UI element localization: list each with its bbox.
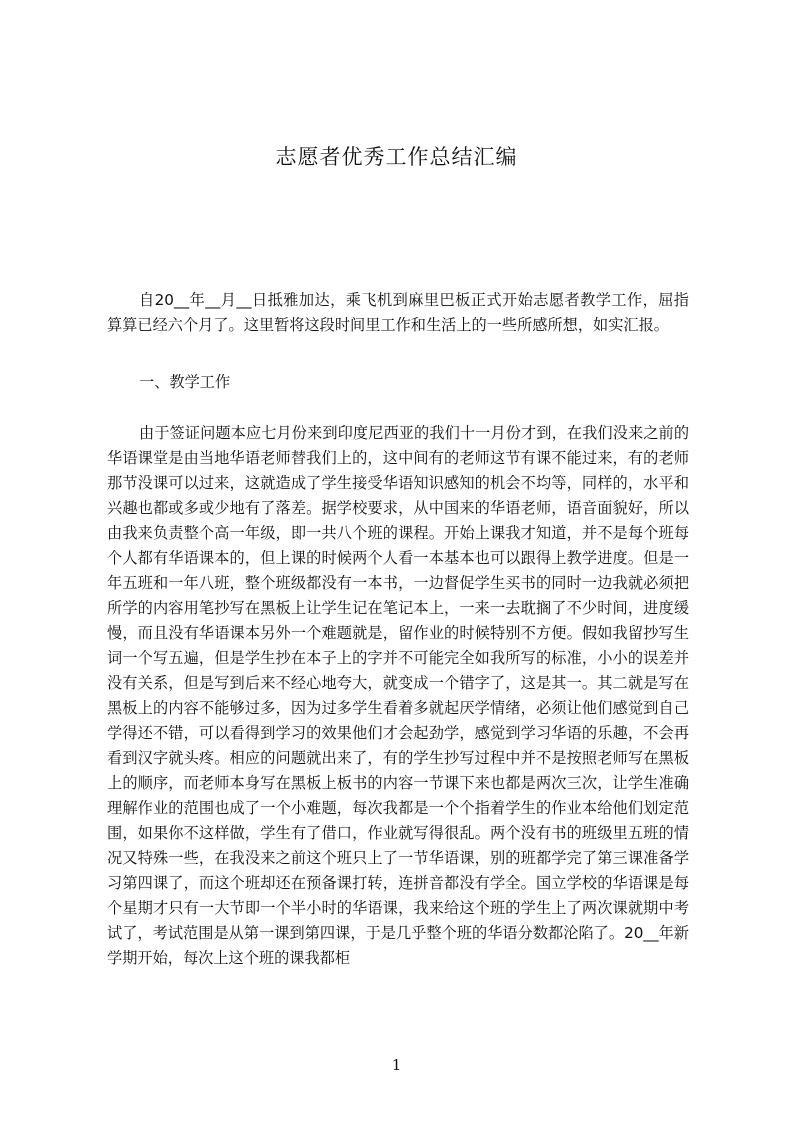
intro-paragraph: 自20__年__月__日抵雅加达，乘飞机到麻里巴板正式开始志愿者教学工作，屈指算算已经六个月了。这里暂将这段时间里工作和生活上的一些所感所想，如实汇报。 [107, 291, 689, 334]
body-paragraph: 由于签证问题本应七月份来到印度尼西亚的我们十一月份才到，在我们没来之前的华语课堂是由当地华语老师替我们上的，这中间有的老师这节有课不能过来，有的老师那节没课可以过来，这就造成了学生接受华语知识感知的机会不均等，同样的，水平和兴趣也都或多或少地有了落差。据学校要求，从中国来的华语老师，语音面貌好，所以由我来负责整个高一年级，即一共八个班的课程。开始上课我才知道，并不是每个班每个人都有华语课本的，但上课的时候两个人看一本基本也可以跟得上教学进度。但是一年五班和一年八班，整个班级都没有一本书，一边督促学生买书的同时一边我就必须把所学的内容用笔抄写在黑板上让学生记在笔记本上，一来一去耽搁了不少时间，进度缓慢，而且没有华语课本另外一个难题就是，留作业的时候特别不方便。假如我留抄写生词一个写五遍，但是学生抄在本子上的字并不可能完全如我所写的标准，小小的误差并没有关系，但是写到后来不经心地夸大，就变成一个错字了，这是其一。其二就是写在黑板上的内容不能够过多，因为过多学生看着多就起厌学情绪，必须让他们感觉到自己学得还不错，可以看得到学习的效果他们才会起劲学，感觉到学习华语的乐趣，不会再看到汉字就头疼。相应的问题就出来了，有的学生抄写过程中并不是按照老师写在黑板上的顺序，而老师本身写在黑板上板书的内容一节课下来也都是两次三次，让学生准确理解作业的范围也成了一个小难题，每次我都是一个个指着学生的作业本给他们划定范围，如果你不这样做，学生有了借口，作业就写得很乱。两个没有书的班级里五班的情况又特殊一些，在我没来之前这个班只上了一节华语课，别的班都学完了第三课准备学习第四课了，而这个班却还在预备课打转，连拼音都没有学全。国立学校的华语课是每个星期才只有一大节即一个半小时的华语课，我来给这个班的学生上了两次课就期中考试了，考试范围是从第一课到第四课，于是几乎整个班的华语分数都沦陷了。20__年新学期开始，每次上这个班的课我都柜 [107, 424, 689, 967]
section-heading: 一、教学工作 [139, 373, 231, 391]
document-title: 志愿者优秀工作总结汇编 [275, 145, 518, 169]
page-number: 1 [391, 1056, 402, 1074]
